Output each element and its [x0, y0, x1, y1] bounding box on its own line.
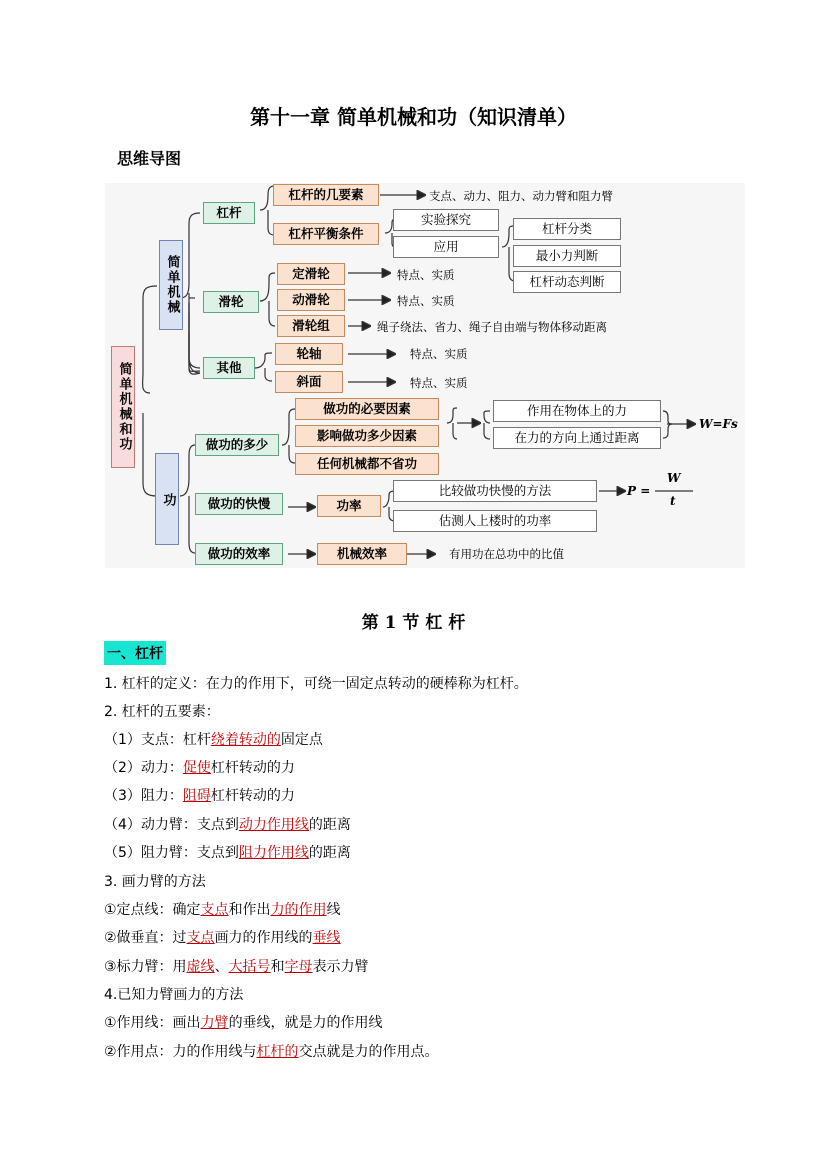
- axle-desc: 特点、实质: [410, 347, 468, 361]
- fixed-pulley-node: 定滑轮: [277, 263, 345, 285]
- lever-node: 杠杆: [203, 202, 255, 224]
- mind-map: [105, 183, 745, 568]
- work-rate-node: 做功的快慢: [195, 493, 283, 515]
- mech-efficiency-node: 机械效率: [317, 543, 407, 565]
- line-resistance-arm: （5）阻力臂：支点到阻力作用线的距离: [104, 845, 351, 861]
- line-five-elements: 2. 杠杆的五要素：: [104, 704, 220, 720]
- factors-node: 做功的必要因素: [295, 398, 439, 420]
- line-resistance: （3）阻力：阻碍杠杆转动的力: [104, 788, 295, 804]
- lever-class-node: 杠杆分类: [513, 218, 621, 240]
- pulley-block-node: 滑轮组: [277, 315, 345, 337]
- fixed-desc: 特点、实质: [397, 268, 455, 282]
- min-force-node: 最小力判断: [513, 245, 621, 267]
- page-title: 第十一章 简单机械和功（知识清单）: [250, 105, 577, 129]
- efficiency-desc: 有用功在总功中的比值: [449, 547, 564, 561]
- root-node: 简单机械和功: [111, 346, 135, 468]
- line-action-line: ①作用线：画出力臂的垂线，就是力的作用线: [104, 1015, 383, 1031]
- force-on-node: 作用在物体上的力: [493, 400, 661, 422]
- line-effort: （2）动力：促使杠杆转动的力: [104, 760, 295, 776]
- power-formula-den: t: [670, 494, 676, 508]
- dynamic-node: 杠杆动态判断: [513, 271, 621, 293]
- line-step-1: ①定点线：确定支点和作出力的作用线: [104, 902, 341, 918]
- work-formula: W=Fs: [699, 417, 738, 431]
- others-node: 其他: [203, 357, 255, 379]
- line-draw-force-method: 4.已知力臂画力的方法: [104, 987, 244, 1003]
- incline-node: 斜面: [275, 371, 343, 393]
- no-saving-node: 任何机械都不省功: [295, 453, 439, 475]
- axle-node: 轮轴: [275, 343, 343, 365]
- moving-pulley-node: 动滑轮: [277, 289, 345, 311]
- lever-elements-desc: 支点、动力、阻力、动力臂和阻力臂: [429, 189, 613, 203]
- line-step-2: ②做垂直：过支点画力的作用线的垂线: [104, 930, 341, 946]
- power-formula-num: W: [667, 471, 681, 485]
- line-draw-arm-method: 3. 画力臂的方法: [104, 874, 206, 890]
- influence-node: 影响做功多少因素: [295, 425, 439, 447]
- mindmap-heading: 思维导图: [117, 149, 182, 168]
- heading-lever: 一、杠杆: [104, 641, 166, 665]
- moving-desc: 特点、实质: [397, 294, 455, 308]
- power-node: 功率: [317, 495, 381, 517]
- line-step-3: ③标力臂：用虚线、大括号和字母表示力臂: [104, 959, 369, 975]
- lever-elements-node: 杠杆的几要素: [273, 184, 379, 206]
- line-action-point: ②作用点：力的作用线与杠杆的交点就是力的作用点。: [104, 1044, 439, 1060]
- estimate-node: 估测人上楼时的功率: [393, 510, 597, 532]
- work-node: 功: [155, 453, 179, 545]
- line-definition: 1. 杠杆的定义：在力的作用下，可绕一固定点转动的硬棒称为杠杆。: [104, 676, 528, 692]
- pulley-node: 滑轮: [203, 291, 259, 313]
- block-desc: 绳子绕法、省力、绳子自由端与物体移动距离: [377, 320, 607, 334]
- application-node: 应用: [393, 236, 499, 258]
- efficiency-node: 做功的效率: [195, 543, 283, 565]
- lever-balance-node: 杠杆平衡条件: [273, 223, 379, 245]
- incline-desc: 特点、实质: [410, 376, 468, 390]
- line-fulcrum: （1）支点：杠杆绕着转动的固定点: [104, 732, 323, 748]
- experiment-node: 实验探究: [393, 209, 499, 231]
- power-formula-p: P =: [627, 484, 651, 498]
- work-amount-node: 做功的多少: [195, 434, 279, 456]
- simple-machines-node: 简单机械: [159, 240, 183, 330]
- line-effort-arm: （4）动力臂：支点到动力作用线的距离: [104, 817, 351, 833]
- compare-node: 比较做功快慢的方法: [393, 480, 597, 502]
- distance-node: 在力的方向上通过距离: [493, 427, 661, 449]
- section-title: 第 1 节 杠 杆: [361, 613, 466, 633]
